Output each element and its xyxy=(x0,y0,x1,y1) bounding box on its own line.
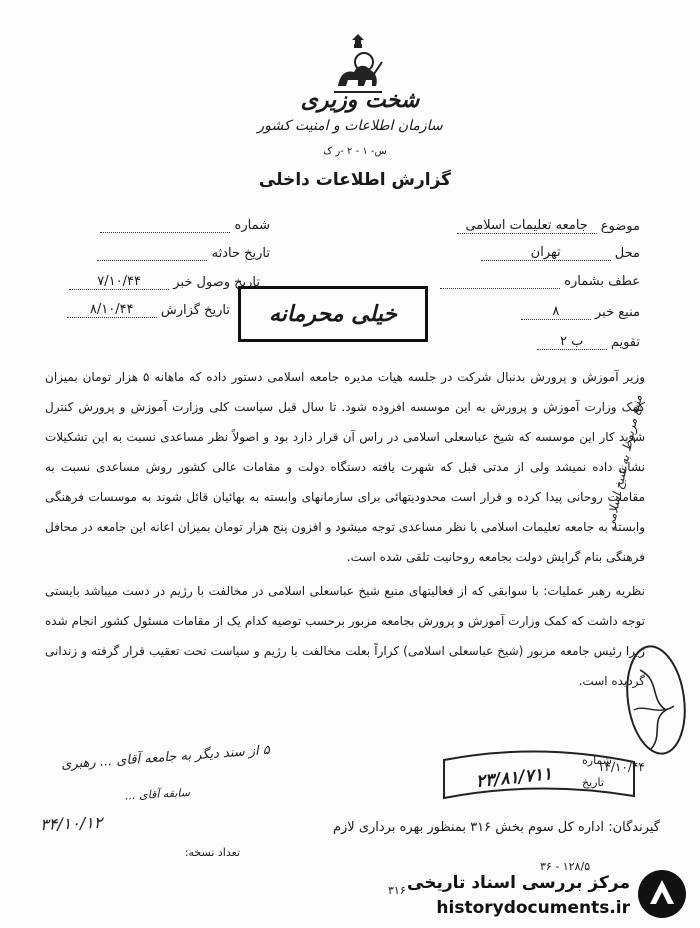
source-label: منبع خبر xyxy=(595,305,640,320)
header-code: س- ۱ - ۲ -ر ک xyxy=(323,146,387,157)
margin-handwritten-note: منبع مربوط به شیخ اسلامی xyxy=(602,393,645,531)
report-date-value: ۸/۱۰/۴۴ xyxy=(89,302,134,317)
ref-number-label: عطف بشماره xyxy=(564,274,640,289)
classification-stamp: خیلی محرمانه xyxy=(238,286,428,342)
archive-logo-icon xyxy=(636,868,688,920)
recipients-label: گیرندگان: xyxy=(608,820,660,835)
subject-field xyxy=(457,218,640,234)
registration-date: ۱۴/۱۰/۴۴ xyxy=(598,760,645,774)
subject-value: جامعه تعلیمات اسلامی xyxy=(465,218,588,233)
footer-code: ۳۶ - ۱۲۸/۵ xyxy=(540,860,591,873)
source-value: ۸ xyxy=(552,304,560,319)
body-paragraph-2: نظریه رهبر عملیات: با سوابقی که از فعالیتهای منبع شیخ عباسعلی اسلامی در مخالفت با رژیم در دست میباشد بایستی توجه داشت که کمک وزارت آموزش و پرورش بجامعه مزبور برحسب توصیه کدام یک از مقامات مسئول کشور انجام شده زیرا رئیس جامعه مزبور (شیخ عباسعلی اسلامی) کراراً بعلت مخالفت با رژیم و سیاست تحت تعقیب قرار گرفته و زندانی گردیده است. xyxy=(45,584,645,688)
body-paragraph-1: وزیر آموزش و پرورش بدنبال شرکت در جلسه هیات مدیره جامعه اسلامی دستور داده که ماهانه ۵ هزار تومان بمیزان کمک وزارت آموزش و پرورش به این موسسه افزوده شود. تا سال قبل سیاست کلی وزارت آموزش و پرورش کنترل شدید کار این موسسه که شیخ عباسعلی اسلامی در راس آن قرار دارد بود و اصولاً نظر مساعدی نسبت به این تشکیلات نشان داده نمیشد ولی از مدتی قبل که شهرت یافته دستگاه دولت و مقامات عالی کشور روش مساعدی نسبت به مقامات روحانی پیدا کرده و قرار است محدودیتهائی برای سازمانهای وابسته به بهائیان قائل شوند به موسسات فرهنگی وابسته به جامعه تعلیمات اسلامی با نظر مساعدی توجه میشود و افزون پنج هزار تومان بمیزان اعانه این جامعه در محافل فرهنگی بنام گرایش دولت بجامعه روحانیت تلقی شده است. xyxy=(45,370,646,564)
footer-code-secondary: ۳۱۶ xyxy=(388,884,406,897)
location-label: محل xyxy=(614,246,640,261)
location-field xyxy=(481,245,640,261)
evaluation-label: تقویم xyxy=(610,335,640,350)
subject-label: موضوع xyxy=(600,219,640,234)
ref-number-field xyxy=(440,274,640,289)
event-date-field xyxy=(70,246,270,261)
recipients-line xyxy=(310,820,660,835)
receipt-date-label: تاریخ وصول خبر xyxy=(173,275,260,290)
organization-name: سازمان اطلاعات و امنیت کشور xyxy=(257,118,443,134)
lion-and-sun-emblem-icon xyxy=(330,34,386,96)
handwritten-note-1: ۵ از سند دیگر به جامعه آقای ... رهبری xyxy=(60,742,271,773)
location-value: تهران xyxy=(530,245,561,260)
report-body xyxy=(45,362,645,696)
evaluation-field xyxy=(537,334,640,350)
watermark-name: مرکز بررسی اسناد تاریخی xyxy=(407,873,630,893)
evaluation-value: ب ۲ xyxy=(559,334,584,349)
report-type-title: گزارش اطلاعات داخلی xyxy=(258,170,452,190)
report-date-label: تاریخ گزارش xyxy=(160,303,230,318)
event-date-label: تاریخ حادثه xyxy=(211,246,270,261)
registration-number-label: شماره xyxy=(582,754,613,767)
source-field xyxy=(521,304,640,320)
registration-number: ۲۳/۸۱/۷۱۱ xyxy=(474,764,554,792)
handwritten-note-2: سابقه آقای ... xyxy=(124,786,191,803)
registration-date-label: تاریخ xyxy=(582,776,604,789)
number-field xyxy=(70,218,270,233)
watermark-url: historydocuments.ir xyxy=(436,898,630,918)
ministry-title: شخت وزیری xyxy=(300,88,420,113)
report-date-field xyxy=(40,302,230,318)
recipients-text: اداره کل سوم بخش ۳۱۶ بمنظور بهره برداری لازم xyxy=(332,820,605,835)
receipt-date-value: ۷/۱۰/۴۴ xyxy=(97,274,141,289)
number-label: شماره xyxy=(234,218,270,233)
receipt-date-field xyxy=(40,274,260,290)
copies-label: تعداد نسخه: xyxy=(184,846,240,859)
handwritten-date: ۳۴/۱۰/۱۲ xyxy=(39,812,103,835)
